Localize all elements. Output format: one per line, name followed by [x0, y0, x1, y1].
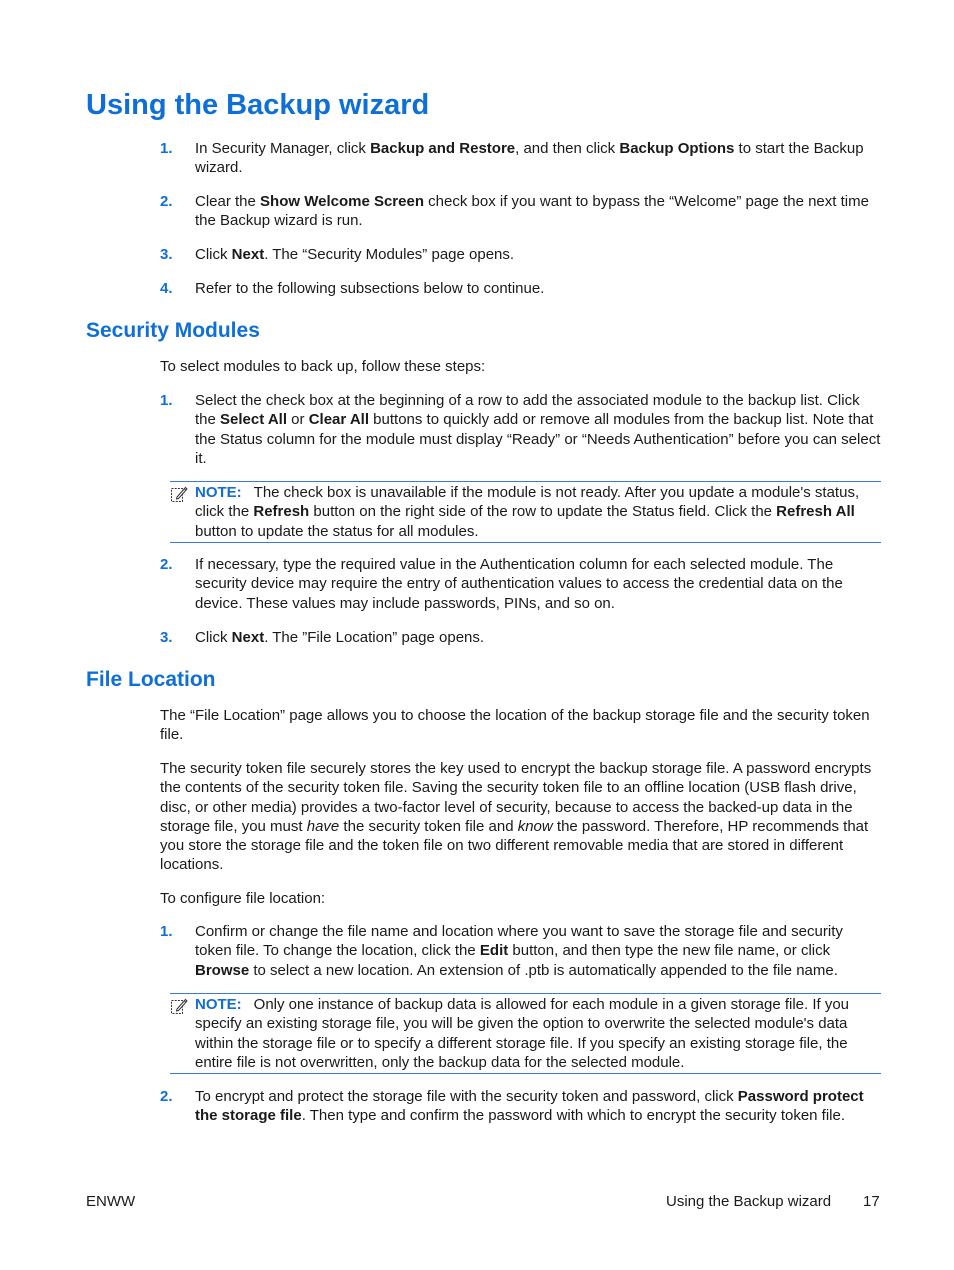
- bold-term: Clear All: [308, 411, 370, 429]
- step-number: 2.: [160, 1088, 173, 1105]
- step-text: [195, 279, 882, 298]
- text-run: The check box is unavailable if the module is not ready. After you update a module's status, click the: [195, 484, 860, 521]
- text-run: . The “Security Modules” page opens.: [264, 246, 515, 263]
- bold-term: Password protect the storage file: [195, 1088, 864, 1125]
- text-run: to start the Backup wizard.: [195, 140, 864, 177]
- note-box-file-location: [170, 993, 881, 1074]
- text-run: Clear the: [195, 193, 261, 210]
- text-run: to select a new location. An extension of .ptb is automatically appended to the file name.: [249, 961, 838, 979]
- step-text: [195, 192, 882, 231]
- security-modules-intro: To select modules to back up, follow these steps:: [160, 358, 486, 375]
- text-run: Click: [195, 629, 232, 646]
- bold-term: Browse: [195, 961, 250, 979]
- text-run: . Then type and confirm the password with which to encrypt the security token file.: [301, 1107, 846, 1125]
- step-number: 1.: [160, 140, 173, 157]
- text-run: button on the right side of the row to update the Status field. Click the: [309, 503, 777, 521]
- step-text: [195, 139, 882, 178]
- step-text: [195, 391, 882, 468]
- page-title: Using the Backup wizard: [86, 89, 430, 121]
- step-text: [195, 628, 882, 647]
- text-run: To encrypt and protect the storage file with the security token and password, click: [195, 1088, 738, 1105]
- step-number: 1.: [160, 923, 173, 940]
- step-number: 1.: [160, 392, 173, 409]
- bold-term: Backup and Restore: [370, 140, 516, 157]
- step-text: [195, 1087, 882, 1126]
- step-number: 2.: [160, 556, 173, 573]
- step-number: 2.: [160, 193, 173, 210]
- text-run: In Security Manager, click: [195, 140, 371, 157]
- note-text: [195, 484, 859, 540]
- note-box-security: [170, 481, 881, 543]
- text-run: If necessary, type the required value in the Authentication column for each selected module. The security device may require the entry of authentication values to access the credential data on the device. These values may include passwords, PINs, and so on.: [195, 556, 843, 612]
- text-run: or: [287, 411, 309, 429]
- text-run: Refer to the following subsections below to continue.: [195, 280, 545, 297]
- text-run: Confirm or change the file name and location where you want to save the storage file and security token file. To change the location, click the: [195, 923, 843, 960]
- intro-step-4: [160, 279, 882, 298]
- step-number: 3.: [160, 629, 173, 646]
- text-run: button to update the status for all modules.: [195, 522, 479, 540]
- bold-term: Show Welcome Screen: [260, 193, 424, 210]
- section-heading-file-location: File Location: [86, 668, 216, 691]
- bold-term: Edit: [479, 942, 509, 960]
- italic-term: have: [306, 817, 340, 835]
- bold-term: Next: [231, 246, 265, 263]
- italic-term: know: [517, 817, 553, 835]
- bold-term: Refresh All: [776, 503, 855, 521]
- text-run: buttons to quickly add or remove all modules from the backup list. Note that the Status column for the module must display “Ready” or “Needs Authentication” before you can select it.: [195, 411, 881, 467]
- text-run: , and then click: [515, 140, 620, 157]
- footer-page-number: 17: [863, 1193, 880, 1210]
- file-location-para-2: [160, 759, 882, 875]
- file-step-1: [160, 922, 882, 980]
- note-label: NOTE:: [195, 996, 242, 1013]
- text-run: The security token file securely stores the key used to encrypt the backup storage file. A password encrypts the contents of the security token file. Saving the security token file to an offline location (USB flash drive, disc, or other media) provides a two-factor level of security, because to access the backed-up data in the storage file, you must: [160, 760, 872, 835]
- text-run: . The ”File Location” page opens.: [264, 629, 485, 646]
- bold-term: Next: [231, 629, 265, 646]
- text-run: the security token file and: [339, 817, 518, 835]
- note-text: [195, 996, 849, 1071]
- text-run: the password. Therefore, HP recommends that you store the storage file and the token file on two different removable media that are stored in different locations.: [160, 817, 869, 874]
- intro-step-1: [160, 139, 882, 178]
- section-heading-security-modules: Security Modules: [86, 319, 260, 342]
- intro-step-2: [160, 192, 882, 231]
- intro-step-3: [160, 245, 882, 264]
- step-text: [195, 922, 882, 980]
- text-run: Click: [195, 246, 232, 263]
- note-label: NOTE:: [195, 484, 242, 501]
- file-location-para-1: The “File Location” page allows you to choose the location of the backup storage file and the security token file.: [160, 707, 870, 744]
- security-step-1: [160, 391, 882, 468]
- step-text: [195, 555, 882, 613]
- note-pencil-icon: [170, 485, 188, 503]
- footer-section: Using the Backup wizard: [666, 1193, 832, 1210]
- file-step-2: [160, 1087, 882, 1126]
- file-location-para-3: To configure file location:: [160, 890, 326, 907]
- bold-term: Select All: [220, 411, 288, 429]
- text-run: check box if you want to bypass the “Welcome” page the next time the Backup wizard is run.: [195, 193, 869, 230]
- bold-term: Backup Options: [619, 140, 735, 157]
- bold-term: Refresh: [253, 503, 310, 521]
- note-body: [195, 483, 881, 541]
- footer-left: ENWW: [86, 1193, 136, 1210]
- security-step-3: [160, 628, 882, 647]
- text-run: Only one instance of backup data is allowed for each module in a given storage file. If you specify an existing storage file, you will be given the option to overwrite the selected module's data within the storage file or to specify a different storage file. If you specify an existing storage file, the entire file is not overwritten, only the backup data for the selected module.: [195, 996, 850, 1071]
- step-text: [195, 245, 882, 264]
- note-pencil-icon: [170, 997, 188, 1015]
- security-step-2: [160, 555, 882, 613]
- text-run: Select the check box at the beginning of a row to add the associated module to the backup list. Click the: [195, 392, 860, 429]
- step-number: 4.: [160, 280, 173, 297]
- step-number: 3.: [160, 246, 173, 263]
- note-body: [195, 995, 881, 1072]
- text-run: button, and then type the new file name, or click: [508, 942, 831, 960]
